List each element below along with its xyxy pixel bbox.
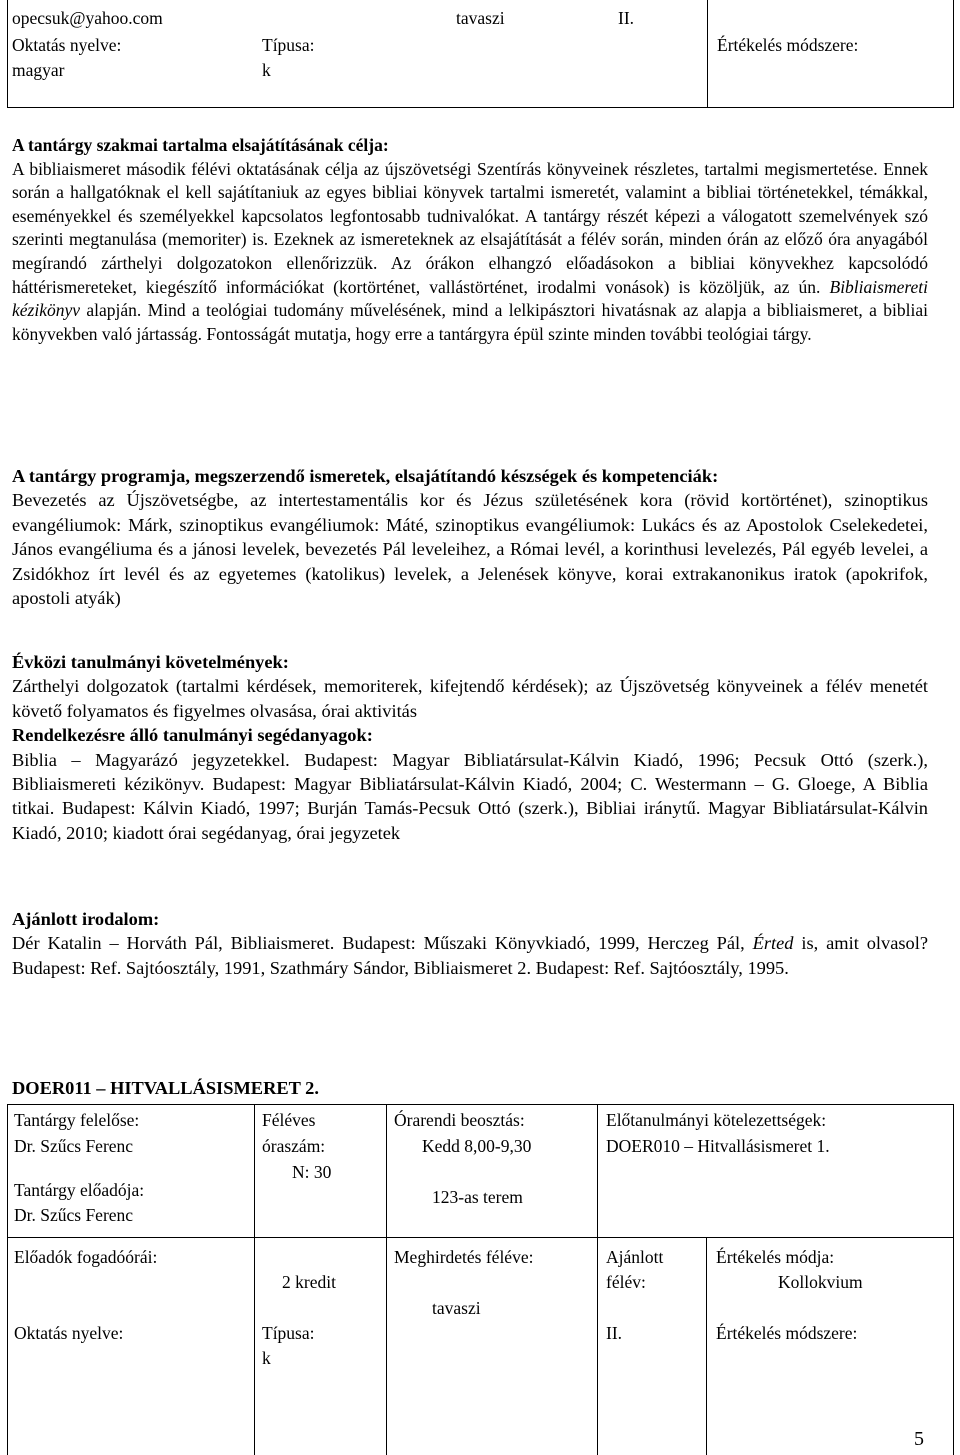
timetable-label: Órarendi beosztás: — [394, 1110, 525, 1130]
study-aids-text: Biblia – Magyarázó jegyzetekkel. Budapest: Magyar Bibliatársulat-Kálvin Kiadó, 1996; Pecsuk Ottó (szerk.), Bibliaismereti kézikönyv. Budapest: Magyar Bibliatársulat-Kálvin Kiadó, 2004; C. Westermann – G. Gloege, A Biblia titkai. Budapest: Kálvin Kiadó, 1997; Burján Tamás-Pecsuk Ottó (szerk.), Bibliai iránytű. Magyar Bibliatársulat-Kálvin Kiadó, 2010; kiadott órai segédanyag, órai jegyzetek — [12, 749, 928, 843]
literature-text — [12, 931, 928, 980]
credit-value: 2 kredit — [282, 1272, 336, 1292]
type-value: k — [262, 1348, 271, 1368]
aim-text-6: alapján. — [86, 300, 142, 321]
aim-text-4: Ezeknek az ismereteknek az elsajátítását a félév során, minden órán az előző óra anyagából megírandó zárthelyi dolgozatokon ellenőrizzük. — [12, 229, 928, 273]
recommended-semester-label: félév: — [606, 1272, 646, 1292]
responsible-label: Tantárgy felelőse: — [14, 1110, 140, 1130]
evaluation-label: Értékelés módja: — [716, 1247, 835, 1267]
type-value: k — [262, 60, 271, 80]
aim-italic-title: Bibliaismereti kézikönyv — [12, 276, 929, 321]
table-border — [953, 0, 954, 108]
evaluation-method-label: Értékelés módszere: — [717, 35, 859, 55]
lecturer-label: Tantárgy előadója: — [14, 1180, 145, 1200]
table-border — [7, 107, 954, 108]
type-label: Típusa: — [262, 35, 315, 55]
table-border — [386, 1104, 387, 1455]
language-value: magyar — [12, 60, 65, 80]
table-border — [7, 1104, 8, 1455]
requirements-section — [12, 650, 928, 845]
timetable-room: 123-as terem — [432, 1187, 523, 1207]
requirements-heading: Évközi tanulmányi követelmények: — [12, 652, 289, 672]
literature-text-2: is, amit olvasol? Budapest: Ref. Sajtóosztály, 1991, Szathmáry Sándor, Bibliaismeret 2. Budapest: Ref. Sajtóosztály, 1995. — [12, 933, 928, 978]
recommended-semester-value: II. — [618, 8, 635, 28]
responsible-value: Dr. Szűcs Ferenc — [14, 1136, 134, 1156]
literature-section — [12, 907, 928, 980]
aim-text-1: A bibliaismeret második félévi oktatásának célja az újszövetségi Szentírás könyveinek részletes, tartalmi megismertetése. — [12, 158, 878, 179]
table-border — [707, 0, 708, 108]
prerequisite-value: DOER010 – Hitvallásismeret 1. — [606, 1136, 830, 1156]
table-border — [254, 1104, 255, 1455]
course-title: DOER011 – HITVALLÁSISMERET 2. — [12, 1078, 319, 1098]
office-hours-label: Előadók fogadóórái: — [14, 1247, 158, 1267]
aim-text-3: A tantárgy részét képezi a válogatott szemelvények szó szerinti megtanulása (memoriter) is. — [12, 205, 928, 250]
literature-text-1: Dér Katalin – Horváth Pál, Bibliaismeret. Budapest: Műszaki Könyvkiadó, 1999, Herczeg Pál, — [12, 933, 745, 954]
hours-label: Féléves — [262, 1110, 316, 1130]
evaluation-value: Kollokvium — [778, 1272, 863, 1292]
announced-label: Meghirdetés féléve: — [394, 1247, 534, 1267]
literature-heading: Ajánlott irodalom: — [12, 909, 160, 929]
language-label: Oktatás nyelve: — [12, 35, 122, 55]
aim-text-5: Az órákon elhangzó előadásokon a bibliai könyvekhez kapcsolódó háttérismereteket, kiegészítő információkat (kortörténet, vallástörténet, irodalmi vonások) is közöljük, az ún. — [12, 252, 928, 297]
announced-value: tavaszi — [432, 1298, 481, 1318]
table-border — [953, 1104, 954, 1455]
program-section — [12, 464, 928, 610]
prerequisite-label: Előtanulmányi kötelezettségek: — [606, 1110, 827, 1130]
page-number: 5 — [914, 1428, 924, 1450]
type-label: Típusa: — [262, 1323, 315, 1343]
program-text: Bevezetés az Újszövetségbe, az intertestamentális kor és Jézus születésének kora (rövid kortörténet), szinoptikus evangéliumok: Márk, szinoptikus evangéliumok: Máté, szinoptikus evangéliumok: Lukács és az Apostolok Cselekedetei, János evangéliuma és a jánosi levelek, bevezetés Pál leveleihez, a Római levél, a korinthusi levelezés, Pál egyéb levelei, a Zsidókhoz írt levél és az egyetemes (katolikus) levelek, a Jelenések könyve, korai extrakanonikus iratok (apokrifok, apostoli atyák) — [12, 490, 928, 609]
study-aids-heading: Rendelkezésre álló tanulmányi segédanyagok: — [12, 725, 373, 746]
aim-paragraph — [12, 158, 928, 347]
lecturer-value: Dr. Szűcs Ferenc — [14, 1205, 134, 1225]
table-border — [7, 1104, 954, 1105]
aim-heading: A tantárgy szakmai tartalma elsajátításának célja: — [12, 135, 389, 155]
aim-text-2: Ennek során a hallgatóknak el kell sajátítaniuk az egyes bibliai könyvek tartalmi ismeretét, valamint a bibliai történetekkel, témákkal, eseményekkel és személyekkel kapcsolatos legfontosabb tudnivalókat. — [12, 158, 929, 226]
timetable-time: Kedd 8,00-9,30 — [422, 1136, 532, 1156]
semester-value: tavaszi — [456, 8, 505, 28]
evaluation-method-label: Értékelés módszere: — [716, 1323, 858, 1343]
aim-text-7: Mind a teológiai tudomány művelésének, mind a lelkipásztori hivatásnak az alapja a bibliaismeret, a bibliai könyvekben való jártasság. Fontosságát mutatja, hogy erre a tantárgyra épül szinte minden további teológiai tárgy. — [12, 300, 929, 344]
aim-section — [12, 134, 928, 346]
recommended-semester-value: II. — [606, 1323, 623, 1343]
literature-italic-title: Érted — [752, 933, 794, 954]
recommended-semester-label: Ajánlott — [606, 1247, 664, 1267]
language-label: Oktatás nyelve: — [14, 1323, 124, 1343]
program-heading: A tantárgy programja, megszerzendő ismeretek, elsajátítandó készségek és kompetenciák: — [12, 466, 719, 486]
requirements-text: Zárthelyi dolgozatok (tartalmi kérdések, memoriterek, kifejtendő kérdések); az Újszövetség könyveinek a félév menetét követő folyamatos és figyelmes olvasása, órai aktivitás — [12, 676, 928, 721]
email: opecsuk@yahoo.com — [12, 8, 163, 28]
hours-label: óraszám: — [262, 1136, 326, 1156]
table-border — [7, 1237, 954, 1238]
table-border — [597, 1104, 598, 1455]
hours-value: N: 30 — [292, 1162, 332, 1182]
table-border — [7, 0, 8, 108]
table-border — [706, 1237, 707, 1455]
